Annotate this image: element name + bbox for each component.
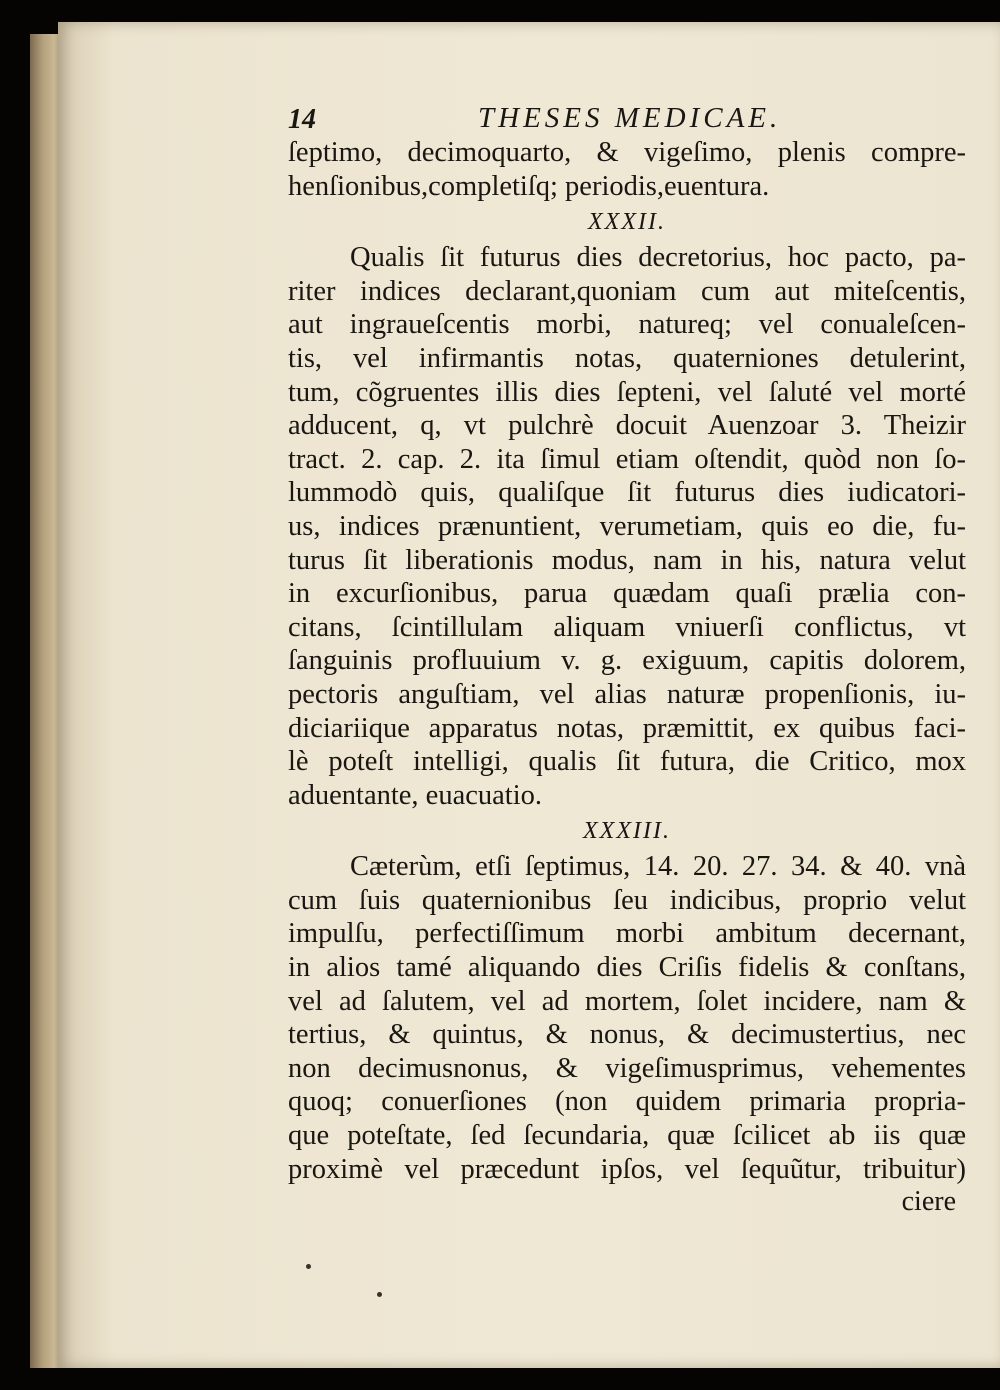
text-line: tis, vel infirmantis notas, quaterniones detulerint, (288, 342, 966, 374)
text-line: tract. 2. cap. 2. ita ſimul etiam oſtendit, quòd non ſo- (288, 443, 966, 475)
text-line: Cæterùm, etſi ſeptimus, 14. 20. 27. 34. & 40. vnà (350, 851, 966, 883)
text-line: in alios tamé aliquando dies Criſis fidelis & conſtans, (288, 952, 966, 984)
running-head (228, 92, 966, 136)
text-line: impulſu, perfectiſſimum morbi ambitum decernant, (288, 918, 966, 950)
text-line: cum ſuis quaternionibus ſeu indicibus, proprio velut (288, 884, 966, 916)
text-line: aut ingraueſcentis morbi, natureq; vel conualeſcen- (288, 309, 966, 341)
section-numeral: XXXIII. (583, 818, 671, 845)
thesis-section (228, 203, 966, 812)
text-line: lummodò quis, qualiſque ſit futurus dies iudicatori- (288, 477, 966, 509)
opening-paragraph (228, 136, 966, 203)
catchword: ciere (901, 1186, 956, 1218)
text-line: Qualis ſit futurus dies decretorius, hoc pacto, pa- (350, 242, 966, 274)
text-line: citans, ſcintillulam aliquam vniuerſi conflictus, vt (288, 611, 966, 643)
text-line: ſanguinis profluuium v. g. exiguum, capitis dolorem, (288, 645, 966, 677)
text-line: turus ſit liberationis modus, nam in his, natura velut (288, 544, 966, 576)
ink-speck (377, 1292, 382, 1297)
text-line: us, indices prænuntient, verumetiam, quis eo die, fu- (288, 510, 966, 542)
text-line: diciariique apparatus notas, præmittit, ex quibus faci- (288, 712, 966, 744)
text-line: tum, cõgruentes illis dies ſepteni, vel ſaluté vel morté (288, 376, 966, 408)
running-title: THESES MEDICAE. (478, 102, 782, 134)
text-line: adducent, q, vt pulchrè docuit Auenzoar 3. Theizir (288, 410, 966, 442)
text-line: vel ad ſalutem, vel ad mortem, ſolet incidere, nam & (288, 985, 966, 1017)
text-line: lè poteſt intelligi, qualis ſit futura, die Critico, mox (288, 746, 966, 778)
text-line: non decimusnonus, & vigeſimusprimus, vehementes (288, 1052, 966, 1084)
text-line: aduentante, euacuatio. (288, 779, 542, 811)
section-numeral: XXXII. (588, 209, 666, 236)
text-line: que poteſtate, ſed ſecundaria, quæ ſcilicet ab iis quæ (288, 1120, 966, 1152)
ink-speck (306, 1264, 311, 1269)
page-number: 14 (288, 104, 316, 135)
text-line: riter indices declarant,quoniam cum aut miteſcentis, (288, 275, 966, 307)
text-line: pectoris anguſtiam, vel alias naturæ propenſionis, iu- (288, 678, 966, 710)
text-line: henſionibus,completiſq; periodis,euentura. (288, 170, 770, 202)
text-line: tertius, & quintus, & nonus, & decimustertius, nec (288, 1019, 966, 1051)
text-block (228, 92, 966, 1220)
text-line: ſeptimo, decimoquarto, & vigeſimo, plenis compre- (288, 137, 966, 168)
thesis-section (228, 812, 966, 1186)
catchword-row (288, 1186, 966, 1220)
text-line: in excurſionibus, parua quædam quaſi prælia con- (288, 578, 966, 610)
text-line: quoq; conuerſiones (non quidem primaria propria- (288, 1086, 966, 1118)
text-line: proximè vel præcedunt ipſos, vel ſequũtur, tribuitur) (288, 1153, 966, 1185)
